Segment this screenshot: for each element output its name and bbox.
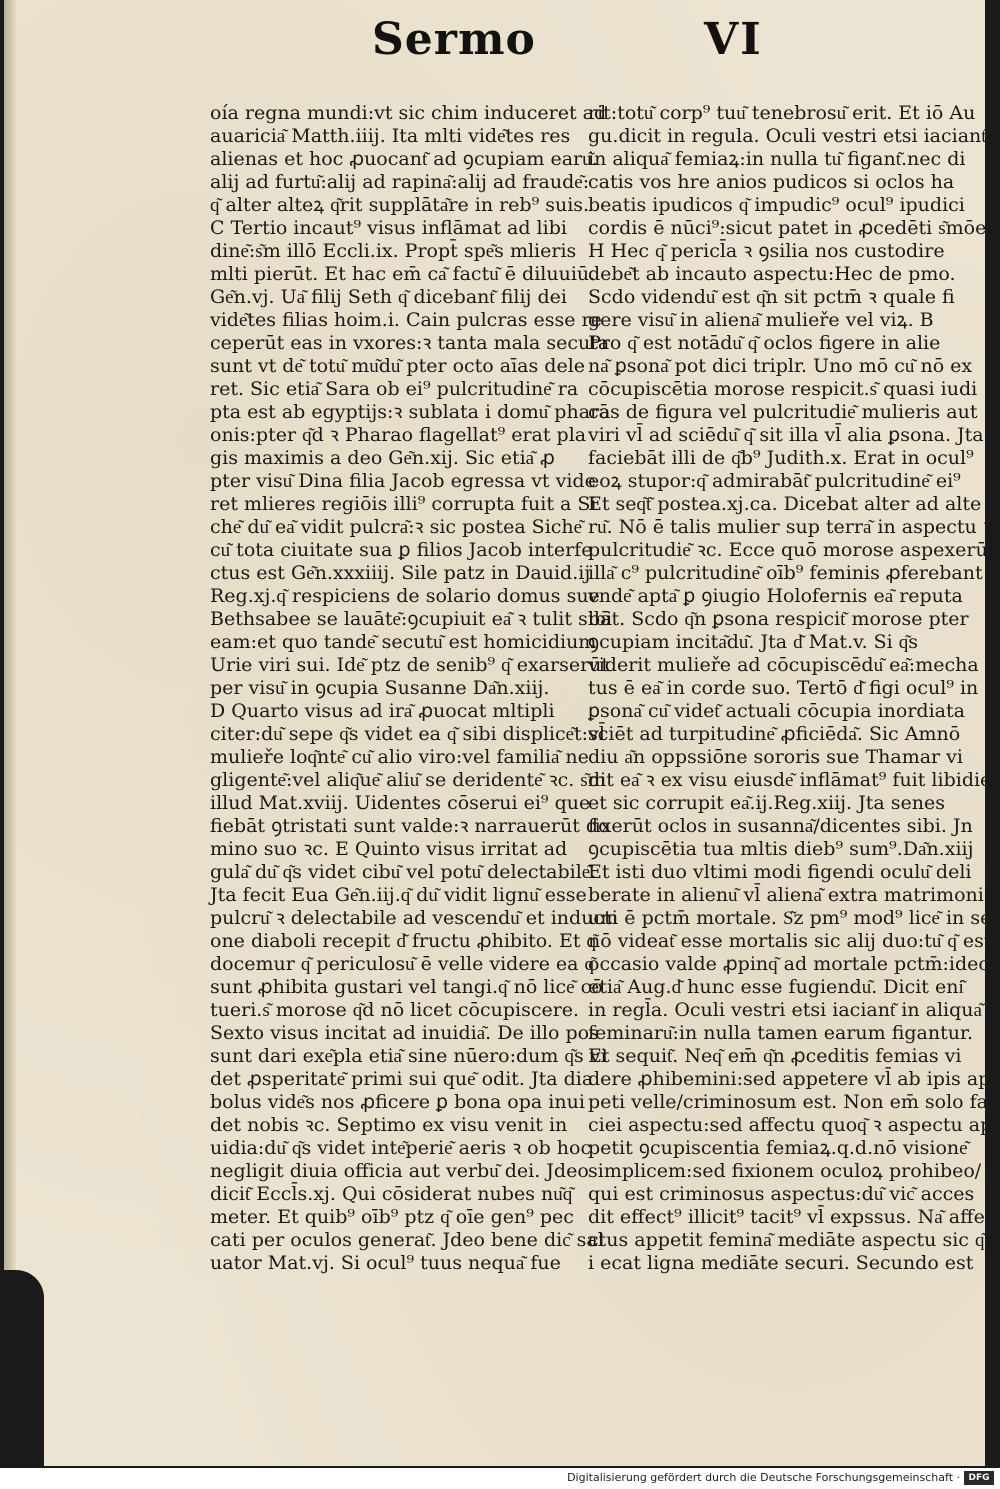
text-line: cati per oculos generat͂. Jdeo bene dic͂ sal bbox=[210, 1229, 604, 1251]
text-line: i ecat ligna mediāte securi. Secundo est bbox=[588, 1252, 974, 1274]
text-line: Bethsabee se lauāte͂:ꝯcupiuit ea͂ ꝛ tulit sibi bbox=[210, 608, 613, 630]
text-line: Et seq͂t͂ postea.xj.ca. Dicebat alter ad alte bbox=[588, 493, 982, 515]
text-line: rit:totu͂ corp⁹ tuu͂ tenebrosu͂ erit. Et iō Au bbox=[588, 102, 976, 124]
text-line: ctus est Ge͂n.xxxiiij. Sile patz in Dauid.ij bbox=[210, 562, 591, 584]
text-line: sunt ꝓhibita gustari vel tangi.q͂ nō lice͂ cō bbox=[210, 976, 603, 998]
text-line: um ē pctm̄ mortale. S͂z pm⁹ mod⁹ lice͂ in se bbox=[588, 907, 992, 929]
torn-page-corner bbox=[4, 1270, 44, 1466]
text-line: catis vos hre anios pudicos si oclos ha bbox=[588, 171, 955, 193]
text-line: bāt. Scdo q͂n ꝑsona respicit͂ morose pter bbox=[588, 608, 969, 630]
text-line: ceperūt eas in vxores:ꝛ tanta mala secuta bbox=[210, 332, 610, 354]
text-line: tueri.s͂ morose q͂d nō licet cōcupiscere. bbox=[210, 999, 580, 1021]
text-line: nō videat͂ esse mortalis sic alij duo:tu͂ q͂ est bbox=[588, 930, 992, 952]
text-line: Ge͂n.vj. Ua͂ filij Seth q͂ dicebant͂ filij dei bbox=[210, 286, 567, 308]
text-line: mlti pierūt. Et hac em̄ ca͂ factu͂ ē diluuiū. bbox=[210, 263, 596, 285]
text-line: ret. Sic etia͂ Sara ob ei⁹ pulcritudine͂ ra bbox=[210, 378, 579, 400]
text-line: cōcupiscētia morose respicit.s͂ quasi iudi bbox=[588, 378, 978, 400]
running-head-left: Sermo bbox=[372, 14, 536, 65]
text-line: mulieře loq͂nte͂ cu͂ alio viro:vel familia͂ ne bbox=[210, 746, 589, 768]
text-line: berate in alienu͂ vl̄ aliena͂ extra matrimoni bbox=[588, 884, 984, 906]
text-line: sciēt ad turpitudine͂ ꝓficiēda͂. Sic Amnō bbox=[588, 723, 961, 745]
text-line: gis maximis a deo Ge͂n.xij. Sic etia͂ ꝓ bbox=[210, 447, 555, 469]
text-line: na͂ ꝑsona͂ pot dici triplr. Uno mō cu͂ nō ex bbox=[588, 355, 973, 377]
text-line: pulcru͂ ꝛ delectabile ad vescendu͂ et inducti bbox=[210, 907, 618, 929]
text-line: Scdo videndu͂ est q͂n sit pctm̄ ꝛ quale fi bbox=[588, 286, 955, 308]
text-line: Sexto visus incitat ad inuidia͂. De illo pos bbox=[210, 1022, 599, 1044]
digitization-footer bbox=[0, 1468, 1000, 1489]
text-line: in regl̄a. Oculi vestri etsi iaciant͂ in aliqua͂ bbox=[588, 999, 982, 1021]
text-line: negligit diuia officia aut verbu͂ dei. Jdeo bbox=[210, 1160, 589, 1182]
text-line: uidia:du͂ q͂s videt inte͂perie͂ aeris ꝛ ob hoc bbox=[210, 1137, 592, 1159]
text-line: Reg.xj.q͂ respiciens de solario domus sue bbox=[210, 585, 600, 607]
text-line: onis:pter q͂d ꝛ Pharao flagellat⁹ erat pla bbox=[210, 424, 587, 446]
text-line: pulcritudie͂ ꝛc. Ecce quō morose aspexerūt bbox=[588, 539, 996, 561]
text-line: ru͂. Nō ē talis mulier sup terra͂ in aspectu ꝛ bbox=[588, 516, 992, 538]
footer-credit: Digitalisierung gefördert durch die Deutsche Forschungsgemeinschaft · bbox=[567, 1471, 960, 1484]
text-line: meter. Et quib⁹ oīb⁹ ptz q͂ oīe gen⁹ pec bbox=[210, 1206, 574, 1228]
text-line: C Tertio incaut⁹ visus inflāmat ad libi bbox=[210, 217, 567, 239]
page-gutter bbox=[4, 0, 16, 1466]
text-line: dit ea͂ ꝛ ex visu eiusde͂ inflāmat⁹ fuit libidie bbox=[588, 769, 992, 791]
text-line: faciebāt illi de q͂b⁹ Judith.x. Erat in ocul⁹ bbox=[588, 447, 974, 469]
text-line: viderit mulieře ad cōcupiscēdu͂ ea͂:mecha bbox=[588, 654, 979, 676]
text-line: et sic corrupit ea͂.ij.Reg.xiij. Jta senes bbox=[588, 792, 945, 814]
text-line: H Hec q͂ pericl̄a ꝛ ꝯsilia nos custodire bbox=[588, 240, 945, 262]
text-line: Urie viri sui. Ide͂ ptz de senib⁹ q͂ exarserūt bbox=[210, 654, 610, 676]
text-line: docemur q͂ periculosu͂ ē velle videre ea q͂ bbox=[210, 953, 595, 975]
text-line: dine͂:s͂m illō Eccli.ix. Propt̄ spe͂s mlieris bbox=[210, 240, 577, 262]
text-line: ret mlieres regiōis illi⁹ corrupta fuit a Si bbox=[210, 493, 597, 515]
text-line: qui est criminosus aspectus:du͂ vic͂ acces bbox=[588, 1183, 975, 1205]
text-line: viri vl̄ ad sciēdu͂ q͂ sit illa vl̄ alia ꝑsona. Jta bbox=[588, 424, 984, 446]
text-column-left bbox=[210, 102, 618, 1275]
text-line: occasio valde ꝓpinq͂ ad mortale pctm̄:ideo bbox=[588, 953, 990, 975]
text-line: Et isti duo vltimi modi figendi oculu͂ deli bbox=[588, 861, 972, 883]
text-line: ciei aspectu:sed affectu quoq͂ ꝛ aspectu ap bbox=[588, 1114, 993, 1136]
text-line: citer:du͂ sepe q͂s videt ea q͂ sibi displice͂t:vl̄ bbox=[210, 723, 605, 745]
text-line: vnde͂ apta͂ ꝑ ꝯiugio Holofernis ea͂ reputa bbox=[588, 585, 963, 607]
text-line: ctus appetit femina͂ mediāte aspectu sic q͂s bbox=[588, 1229, 995, 1251]
text-line: Pro q͂ est notādu͂ q͂ oclos figere in alie bbox=[588, 332, 941, 354]
text-line: ꝯcupiam incita͂du͂. Jta d͂ Mat.v. Si q͂s bbox=[588, 631, 919, 653]
text-column-right bbox=[588, 102, 996, 1275]
text-line: per visu͂ in ꝯcupia Susanne Da͂n.xiij. bbox=[210, 677, 550, 699]
text-line: eoꝝ stupor:q͂ admirabāt͂ pulcritudine͂ ei⁹ bbox=[588, 470, 961, 492]
text-line: sunt dari exe͂pla etia͂ sine nūero:dum q͂s vi bbox=[210, 1045, 607, 1067]
book-page bbox=[4, 0, 996, 1466]
dfg-logo: DFG bbox=[964, 1471, 994, 1485]
text-line: D Quarto visus ad ira͂ ꝓuocat mltipli bbox=[210, 700, 555, 722]
text-line: ꝯcupiscētia tua mltis dieb⁹ sum⁹.Da͂n.xiij bbox=[588, 838, 974, 860]
text-line: diu a͂n oppssiōne sororis sue Thamar vi bbox=[588, 746, 963, 768]
text-line: cās de figura vel pulcritudie͂ mulieris aut bbox=[588, 401, 978, 423]
text-line: oía regna mundi:vt sic chim induceret ad bbox=[210, 102, 607, 124]
text-line: dicit͂ Eccl̄s.xj. Qui cōsiderat nubes nu͂q͂ bbox=[210, 1183, 573, 1205]
text-line: feminaru͂:in nulla tamen earum figantur. bbox=[588, 1022, 974, 1044]
text-line: cu͂ tota ciuitate sua ꝑ filios Jacob interfe bbox=[210, 539, 593, 561]
text-line: gligente͂:vel aliq͂ue͂ aliu͂ se deridente͂ ꝛc. s͂m bbox=[210, 769, 606, 791]
text-line: fixerūt oclos in susanna͂/dicentes sibi. Jn bbox=[588, 815, 973, 837]
text-line: one diaboli recepit d͂ fructu ꝓhibito. Et q͂ bbox=[210, 930, 597, 952]
text-line: auaricia͂ Matth.iiij. Ita mlti vide͂tes res bbox=[210, 125, 571, 147]
text-line: alienas et hoc ꝓuocant͂ ad ꝯcupiam earu͂. bbox=[210, 148, 598, 170]
text-line: det ꝓsperitate͂ primi sui que͂ odit. Jta dia bbox=[210, 1068, 594, 1090]
text-line: q͂ alter alteꝝ q͂rit supplāta͂re in reb⁹ suis. bbox=[210, 194, 590, 216]
text-line: mino suo ꝛc. E Quinto visus irritat ad bbox=[210, 838, 568, 860]
text-line: gere visu͂ in aliena͂ mulieře vel viꝝ. B bbox=[588, 309, 934, 331]
text-line: illa͂ c⁹ pulcritudine͂ oīb⁹ feminis ꝓferebant bbox=[588, 562, 983, 584]
text-line: beatis ipudicos q͂ impudic⁹ ocul⁹ ipudici bbox=[588, 194, 965, 216]
text-line: in aliqua͂ femiaꝝ:in nulla tu͂ figant͂.nec di bbox=[588, 148, 966, 170]
text-line: bolus vide͂s nos ꝓficere ꝑ bona opa inui bbox=[210, 1091, 585, 1113]
text-line: ꝑsona͂ cu͂ videt͂ actuali cōcupia inordiata bbox=[588, 700, 965, 722]
text-line: illud Mat.xviij. Uidentes cōserui ei⁹ que bbox=[210, 792, 591, 814]
text-line: petit ꝯcupiscentia femiaꝝ.q.d.nō visione͂ bbox=[588, 1137, 968, 1159]
text-line: vide͂tes filias hoim.i. Cain pulcras esse re bbox=[210, 309, 602, 331]
text-line: gu.dicit in regula. Oculi vestri etsi iaciant͂ bbox=[588, 125, 987, 147]
text-line: dere ꝓhibemini:sed appetere vl̄ ab ipis ap bbox=[588, 1068, 991, 1090]
text-line: pta est ab egyptijs:ꝛ sublata i domu͂ phara bbox=[210, 401, 611, 423]
text-line: che͂ du͂ ea͂ vidit pulcra͂:ꝛ sic postea Siche͂ bbox=[210, 516, 583, 538]
text-line: tus ē ea͂ in corde suo. Tertō d͂ figi ocul⁹ in bbox=[588, 677, 979, 699]
text-line: Jta fecit Eua Ge͂n.iij.q͂ du͂ vidit lignu͂ esse bbox=[210, 884, 587, 906]
text-line: uator Mat.vj. Si ocul⁹ tuus nequa͂ fue bbox=[210, 1252, 561, 1274]
text-line: debe͂t ab incauto aspectu:Hec de pmo. bbox=[588, 263, 956, 285]
text-line: cordis ē nūci⁹:sicut patet in ꝓcedēti s͂mōe. bbox=[588, 217, 993, 239]
text-line: etia͂ Aug.d͂ hunc esse fugiendu͂. Dicit eni͂ bbox=[588, 976, 964, 998]
text-line: Et sequit͂. Neq͂ em̄ q͂n ꝓceditis femias vi bbox=[588, 1045, 962, 1067]
text-line: simplicem:sed fixionem oculoꝝ prohibeo/ bbox=[588, 1160, 982, 1182]
text-line: alij ad furtu͂:alij ad rapina͂:alij ad fraude͂: bbox=[210, 171, 590, 193]
text-line: fiebāt ꝯtristati sunt valde:ꝛ narrauerūt do bbox=[210, 815, 610, 837]
text-line: eam:et quo tande͂ secutu͂ est homicidium bbox=[210, 631, 597, 653]
text-line: sunt vt de͂ totu͂ mu͂du͂ pter octo aīas dele bbox=[210, 355, 586, 377]
text-line: pter visu͂ Dina filia Jacob egressa vt vide bbox=[210, 470, 596, 492]
text-line: det nobis ꝛc. Septimo ex visu venit in bbox=[210, 1114, 568, 1136]
text-line: gula͂ du͂ q͂s videt cibu͂ vel potu͂ delectabile͂. bbox=[210, 861, 597, 883]
text-line: dit effect⁹ illicit⁹ tacit⁹ vl̄ expssus. Na͂ affe bbox=[588, 1206, 985, 1228]
text-line: peti velle/criminosum est. Non em̄ solo fa bbox=[588, 1091, 989, 1113]
running-head-right: VI bbox=[704, 14, 763, 65]
